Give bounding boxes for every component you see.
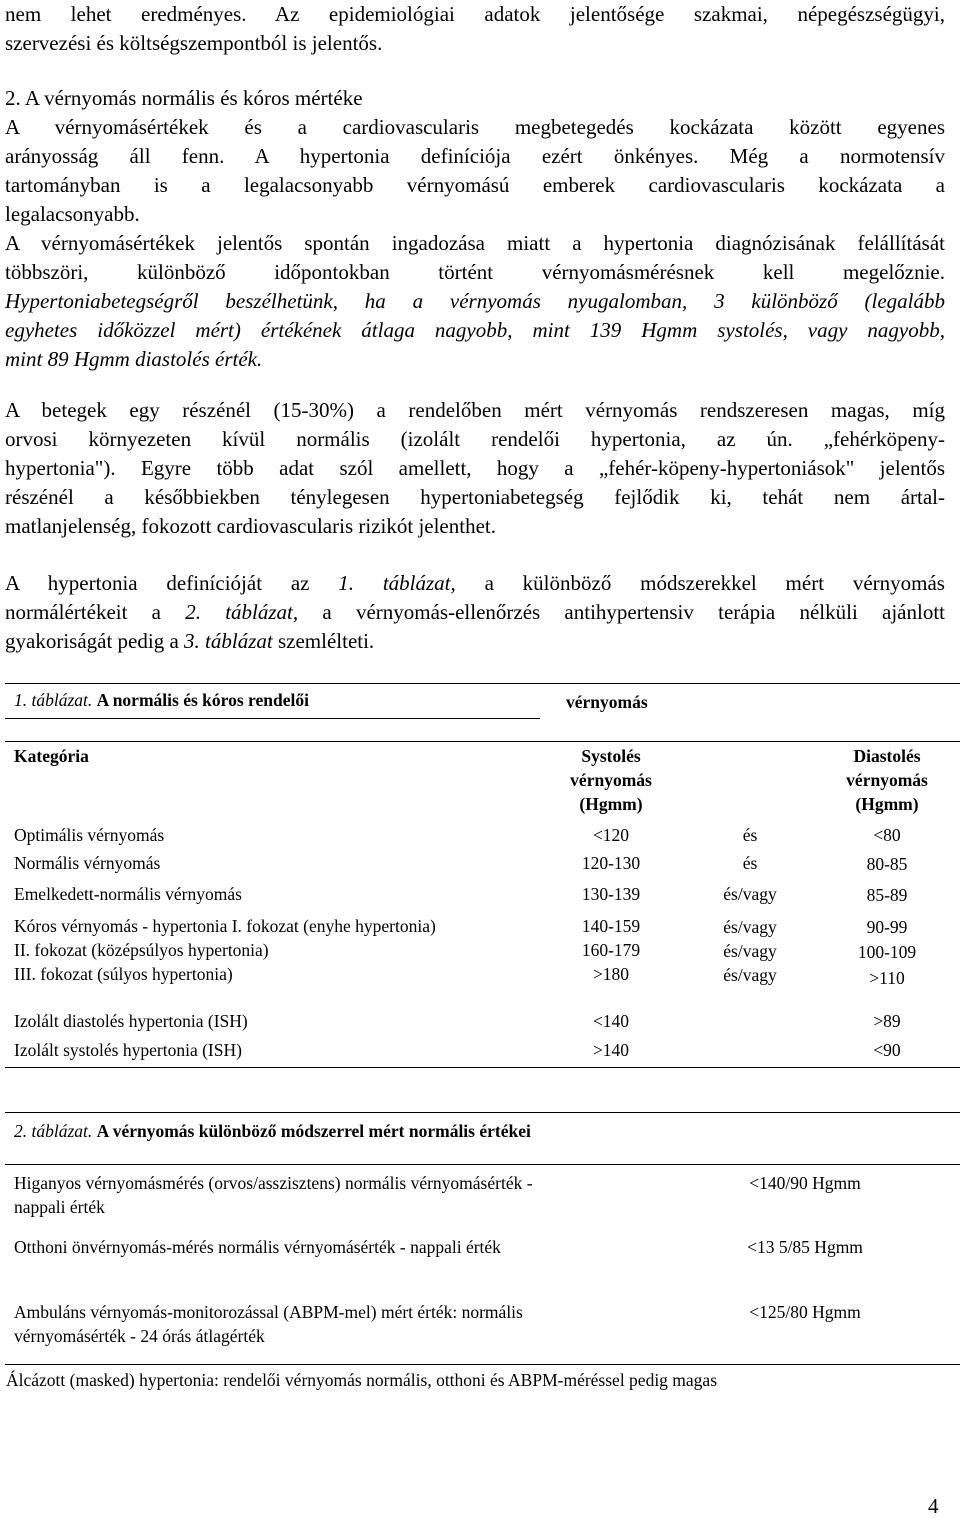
row-conjunction: és/vagy xyxy=(723,941,777,961)
header-line: Diastolés xyxy=(853,746,921,766)
row-diastolic: >110 xyxy=(869,968,905,988)
row-category: Kóros vérnyomás - hypertonia I. fokozat (enyhe hypertonia) xyxy=(14,916,436,936)
header-systolic xyxy=(551,744,671,816)
text-run: szemlélteti. xyxy=(272,629,375,653)
body-line: mint 89 Hgmm diastolés érték. xyxy=(5,347,263,371)
intro-line: szervezési és költségszempontból is jelentős. xyxy=(5,31,383,55)
text-run: normálértékeit a xyxy=(5,600,186,624)
table-ref: 2. táblázat, xyxy=(185,600,299,624)
row-systolic: 120-130 xyxy=(581,853,641,873)
body-line xyxy=(5,569,945,598)
body-line xyxy=(5,627,945,656)
row-description xyxy=(14,1300,523,1348)
table-rule xyxy=(5,718,540,719)
header-line: vérnyomás xyxy=(570,770,652,790)
intro-paragraph xyxy=(5,0,945,58)
row-conjunction: és/vagy xyxy=(723,965,777,985)
description-line: Higanyos vérnyomásmérés (orvos/asszisztens) normális vérnyomásérték - xyxy=(14,1173,533,1193)
body-line xyxy=(5,598,945,627)
row-value: <13 5/85 Hgmm xyxy=(747,1237,863,1257)
table-title: A normális és kóros rendelői xyxy=(96,690,309,710)
body-line: legalacsonyabb. xyxy=(5,202,140,226)
row-category: II. fokozat (középsúlyos hypertonia) xyxy=(14,940,269,960)
row-category: Optimális vérnyomás xyxy=(14,825,165,845)
body-line: részénél a későbbiekben ténylegesen hypertoniabetegség fejlődik ki, tehát nem ártal- xyxy=(5,485,945,509)
row-category: Izolált diastolés hypertonia (ISH) xyxy=(14,1011,248,1031)
table-title-cont: vérnyomás xyxy=(566,692,648,712)
description-line: Ambuláns vérnyomás-monitorozással (ABPM-mel) mért érték: normális xyxy=(14,1302,523,1322)
table-rule xyxy=(5,741,960,742)
intro-line: nem lehet eredményes. Az epidemiológiai adatok jelentősége szakmai, népegészségügyi, xyxy=(5,2,945,26)
row-systolic: 160-179 xyxy=(581,940,641,960)
table-rule xyxy=(5,683,960,684)
body-line: Hypertoniabetegségről beszélhetünk, ha a vérnyomás nyugalomban, 3 különböző (legalább xyxy=(5,289,945,313)
header-line: Systolés xyxy=(581,746,641,766)
text-run: A hypertonia definícióját az xyxy=(5,571,339,595)
row-diastolic: 100-109 xyxy=(857,942,917,962)
body-line: többszöri, különböző időpontokban történt vérnyomásmérésnek kell megelőznie. xyxy=(5,260,945,284)
row-systolic: <120 xyxy=(592,825,630,845)
white-coat-paragraph xyxy=(5,396,945,541)
row-diastolic: 80-85 xyxy=(866,854,908,874)
body-line: arányosság áll fenn. A hypertonia definíciója ezért önkényes. Még a normotensív xyxy=(5,144,945,168)
row-conjunction: és/vagy xyxy=(723,884,777,904)
table-label: 1. táblázat. xyxy=(14,690,93,710)
row-diastolic: 85-89 xyxy=(866,885,908,905)
header-line: (Hgmm) xyxy=(855,794,919,814)
row-category: Emelkedett-normális vérnyomás xyxy=(14,884,242,904)
table-label: 2. táblázat. xyxy=(14,1121,93,1141)
table-rule xyxy=(5,1067,960,1068)
table-title: A vérnyomás különböző módszerrel mért normális értékei xyxy=(96,1121,531,1141)
table-ref: 1. táblázat, xyxy=(338,571,456,595)
page-number: 4 xyxy=(928,1494,939,1518)
body-line: A betegek egy részénél (15-30%) a rendelőben mért vérnyomás rendszeresen magas, míg xyxy=(5,398,945,422)
body-line: matlanjelenség, fokozott cardiovascularis rizikót jelenthet. xyxy=(5,514,496,538)
table-ref: 3. táblázat xyxy=(184,629,273,653)
body-line: egyhetes időközzel mért) értékének átlaga nagyobb, mint 139 Hgmm systolés, vagy nagyobb, xyxy=(5,318,945,342)
body-line: orvosi környezeten kívül normális (izolált rendelői hypertonia, az ún. „fehérköpeny- xyxy=(5,427,945,451)
row-category: Normális vérnyomás xyxy=(14,853,161,873)
body-line: hypertonia"). Egyre több adat szól amellett, hogy a „fehér-köpeny-hypertoniások" jelentős xyxy=(5,456,945,480)
table-caption xyxy=(14,1119,531,1143)
row-conjunction: és xyxy=(742,825,758,845)
row-category: Izolált systolés hypertonia (ISH) xyxy=(14,1040,242,1060)
row-description: Otthoni önvérnyomás-mérés normális vérnyomásérték - nappali érték xyxy=(14,1237,501,1257)
description-line: nappali érték xyxy=(14,1197,105,1217)
section-heading: 2. A vérnyomás normális és kóros mértéke xyxy=(5,86,363,110)
row-value: <125/80 Hgmm xyxy=(749,1302,861,1322)
text-run: gyakoriságát pedig a xyxy=(5,629,185,653)
description-line: vérnyomásérték - 24 órás átlagérték xyxy=(14,1326,265,1346)
row-systolic: >140 xyxy=(592,1040,630,1060)
row-description xyxy=(14,1171,533,1219)
header-category: Kategória xyxy=(14,746,89,766)
header-line: (Hgmm) xyxy=(579,794,643,814)
section-2 xyxy=(5,84,945,374)
row-conjunction: és/vagy xyxy=(723,917,777,937)
row-diastolic: 90-99 xyxy=(866,917,908,937)
header-line: vérnyomás xyxy=(846,770,928,790)
table-caption xyxy=(14,688,309,712)
body-line: A vérnyomásértékek és a cardiovascularis megbetegedés kockázata között egyenes xyxy=(5,115,945,139)
row-diastolic: <80 xyxy=(873,825,901,845)
row-systolic: 130-139 xyxy=(581,884,641,904)
table-reference-paragraph xyxy=(5,569,945,656)
body-line: A vérnyomásértékek jelentős spontán ingadozása miatt a hypertonia diagnózisának felállítását xyxy=(5,231,945,255)
row-conjunction: és xyxy=(742,853,758,873)
text-run: a vérnyomás-ellenőrzés antihypertensiv terápia nélküli ajánlott xyxy=(298,600,946,624)
table-rule xyxy=(5,1112,960,1113)
row-systolic: >180 xyxy=(592,964,630,984)
row-diastolic: <90 xyxy=(873,1040,901,1060)
table-rule xyxy=(5,1364,960,1365)
row-systolic: 140-159 xyxy=(581,916,641,936)
row-diastolic: >89 xyxy=(873,1011,901,1031)
body-line: tartományban is a legalacsonyabb vérnyomású emberek cardiovascularis kockázata a xyxy=(5,173,945,197)
row-value: <140/90 Hgmm xyxy=(749,1173,861,1193)
header-diastolic xyxy=(827,744,947,816)
table-rule xyxy=(5,1164,960,1165)
text-run: a különböző módszerekkel mért vérnyomás xyxy=(455,571,945,595)
table-note: Álcázott (masked) hypertonia: rendelői vérnyomás normális, otthoni és ABPM-méréssel pedig magas xyxy=(6,1370,718,1390)
row-systolic: <140 xyxy=(592,1011,630,1031)
row-category: III. fokozat (súlyos hypertonia) xyxy=(14,964,233,984)
